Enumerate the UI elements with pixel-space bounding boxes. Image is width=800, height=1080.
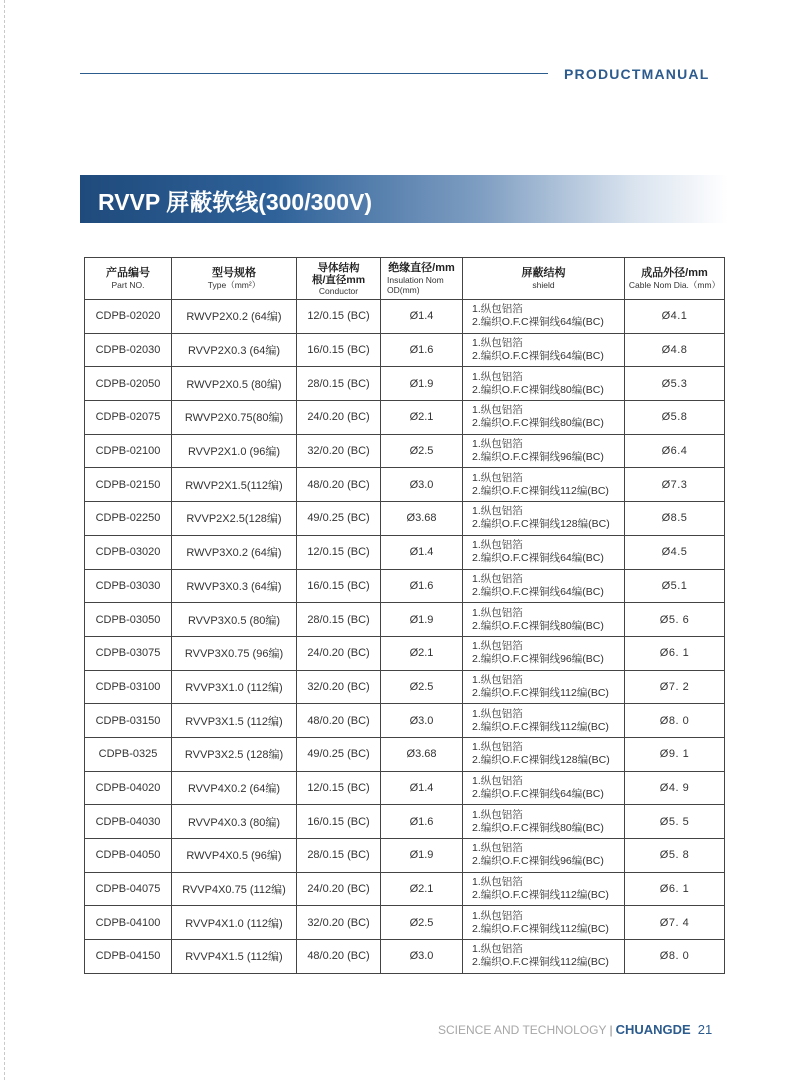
- shield-structure: [463, 468, 625, 502]
- cable-diameter: Ø8. 0: [625, 940, 725, 974]
- part-number: CDPB-04075: [85, 872, 172, 906]
- shield-line-1: 1.纵包铝箔: [472, 303, 523, 316]
- insulation-diameter: Ø3.68: [381, 737, 463, 771]
- part-number: CDPB-0325: [85, 737, 172, 771]
- shield-line-2: 2.编织O.F.C裸铜线112编(BC): [472, 720, 609, 733]
- insulation-diameter: Ø1.6: [381, 333, 463, 367]
- shield-line-2: 2.编织O.F.C裸铜线64编(BC): [472, 552, 604, 565]
- table-row: [85, 872, 725, 906]
- shield-line-1: 1.纵包铝箔: [472, 808, 523, 821]
- shield-structure: [463, 333, 625, 367]
- shield-structure: [463, 737, 625, 771]
- part-number: CDPB-02030: [85, 333, 172, 367]
- shield-structure: [463, 569, 625, 603]
- cable-diameter: Ø4.8: [625, 333, 725, 367]
- table-row: [85, 401, 725, 435]
- title-banner: [80, 175, 728, 223]
- part-number: CDPB-02075: [85, 401, 172, 435]
- shield-line-1: 1.纵包铝箔: [472, 505, 523, 518]
- table-row: [85, 737, 725, 771]
- part-number: CDPB-04150: [85, 940, 172, 974]
- part-number: CDPB-04030: [85, 805, 172, 839]
- page-number: 21: [697, 1022, 713, 1037]
- shield-line-2: 2.编织O.F.C裸铜线64编(BC): [472, 316, 604, 329]
- conductor-structure: 48/0.20 (BC): [297, 468, 381, 502]
- conductor-structure: 32/0.20 (BC): [297, 434, 381, 468]
- table-row: [85, 636, 725, 670]
- header-shield: 屏蔽结构 shield: [463, 258, 625, 300]
- part-number: CDPB-03100: [85, 670, 172, 704]
- table-body: [85, 300, 725, 974]
- shield-line-2: 2.编织O.F.C裸铜线80编(BC): [472, 821, 604, 834]
- shield-structure: [463, 839, 625, 873]
- shield-line-1: 1.纵包铝箔: [472, 673, 523, 686]
- part-number: CDPB-04050: [85, 839, 172, 873]
- shield-line-2: 2.编织O.F.C裸铜线112编(BC): [472, 484, 609, 497]
- table-row: [85, 300, 725, 334]
- table-row: [85, 771, 725, 805]
- part-number: CDPB-02100: [85, 434, 172, 468]
- shield-structure: [463, 704, 625, 738]
- header-type: 型号规格 Type（mm²）: [172, 258, 297, 300]
- shield-line-1: 1.纵包铝箔: [472, 909, 523, 922]
- footer-brand: CHUANGDE: [615, 1022, 691, 1037]
- cable-diameter: Ø5.1: [625, 569, 725, 603]
- shield-line-2: 2.编织O.F.C裸铜线112编(BC): [472, 686, 609, 699]
- conductor-structure: 16/0.15 (BC): [297, 805, 381, 839]
- type-spec: RVVP4X0.3 (80编): [172, 805, 297, 839]
- table-row: [85, 333, 725, 367]
- shield-line-1: 1.纵包铝箔: [472, 572, 523, 585]
- insulation-diameter: Ø2.1: [381, 872, 463, 906]
- shield-line-2: 2.编织O.F.C裸铜线112编(BC): [472, 956, 609, 969]
- part-number: CDPB-02150: [85, 468, 172, 502]
- insulation-diameter: Ø1.4: [381, 300, 463, 334]
- type-spec: RVVP2X0.3 (64编): [172, 333, 297, 367]
- cable-diameter: Ø8. 0: [625, 704, 725, 738]
- shield-line-2: 2.编织O.F.C裸铜线112编(BC): [472, 889, 609, 902]
- insulation-diameter: Ø3.0: [381, 704, 463, 738]
- conductor-structure: 28/0.15 (BC): [297, 367, 381, 401]
- insulation-diameter: Ø1.9: [381, 603, 463, 637]
- table-row: [85, 434, 725, 468]
- shield-line-1: 1.纵包铝箔: [472, 876, 523, 889]
- shield-line-1: 1.纵包铝箔: [472, 370, 523, 383]
- cable-diameter: Ø8.5: [625, 502, 725, 536]
- cable-diameter: Ø7. 2: [625, 670, 725, 704]
- type-spec: RVVP4X0.75 (112编): [172, 872, 297, 906]
- insulation-diameter: Ø1.4: [381, 535, 463, 569]
- insulation-diameter: Ø1.6: [381, 805, 463, 839]
- shield-line-1: 1.纵包铝箔: [472, 741, 523, 754]
- type-spec: RWVP3X0.2 (64编): [172, 535, 297, 569]
- header-insulation: 绝缘直径/mm Insulation Nom OD(mm): [381, 258, 463, 300]
- cable-diameter: Ø6.4: [625, 434, 725, 468]
- cable-diameter: Ø5.3: [625, 367, 725, 401]
- conductor-structure: 16/0.15 (BC): [297, 569, 381, 603]
- conductor-structure: 24/0.20 (BC): [297, 401, 381, 435]
- footer-separator: |: [609, 1023, 613, 1037]
- type-spec: RVVP4X1.0 (112编): [172, 906, 297, 940]
- type-spec: RWVP4X0.5 (96编): [172, 839, 297, 873]
- table-header-row: [85, 258, 725, 300]
- shield-line-2: 2.编织O.F.C裸铜线128编(BC): [472, 518, 610, 531]
- shield-structure: [463, 872, 625, 906]
- shield-line-2: 2.编织O.F.C裸铜线96编(BC): [472, 653, 604, 666]
- table-row: [85, 367, 725, 401]
- conductor-structure: 28/0.15 (BC): [297, 839, 381, 873]
- table-row: [85, 535, 725, 569]
- conductor-structure: 48/0.20 (BC): [297, 940, 381, 974]
- part-number: CDPB-02020: [85, 300, 172, 334]
- shield-line-2: 2.编织O.F.C裸铜线80编(BC): [472, 383, 604, 396]
- insulation-diameter: Ø2.5: [381, 906, 463, 940]
- cable-diameter: Ø6. 1: [625, 636, 725, 670]
- table-row: [85, 704, 725, 738]
- header-rule: [80, 73, 548, 74]
- shield-line-1: 1.纵包铝箔: [472, 404, 523, 417]
- shield-line-1: 1.纵包铝箔: [472, 774, 523, 787]
- shield-structure: [463, 502, 625, 536]
- shield-structure: [463, 535, 625, 569]
- shield-structure: [463, 636, 625, 670]
- table-row: [85, 468, 725, 502]
- footer-tagline: SCIENCE AND TECHNOLOGY: [438, 1023, 607, 1037]
- type-spec: RVVP3X0.5 (80编): [172, 603, 297, 637]
- conductor-structure: 32/0.20 (BC): [297, 670, 381, 704]
- header-part: 产品编号 Part NO.: [85, 258, 172, 300]
- type-spec: RVVP3X1.0 (112编): [172, 670, 297, 704]
- conductor-structure: 48/0.20 (BC): [297, 704, 381, 738]
- part-number: CDPB-03030: [85, 569, 172, 603]
- shield-line-2: 2.编织O.F.C裸铜线80编(BC): [472, 417, 604, 430]
- conductor-structure: 49/0.25 (BC): [297, 737, 381, 771]
- shield-line-2: 2.编织O.F.C裸铜线64编(BC): [472, 585, 604, 598]
- shield-structure: [463, 906, 625, 940]
- shield-structure: [463, 434, 625, 468]
- shield-structure: [463, 367, 625, 401]
- conductor-structure: 28/0.15 (BC): [297, 603, 381, 637]
- insulation-diameter: Ø3.0: [381, 468, 463, 502]
- shield-line-1: 1.纵包铝箔: [472, 337, 523, 350]
- table-row: [85, 940, 725, 974]
- insulation-diameter: Ø1.9: [381, 367, 463, 401]
- shield-line-1: 1.纵包铝箔: [472, 539, 523, 552]
- table-row: [85, 670, 725, 704]
- shield-line-2: 2.编织O.F.C裸铜线80编(BC): [472, 619, 604, 632]
- shield-structure: [463, 670, 625, 704]
- part-number: CDPB-03075: [85, 636, 172, 670]
- insulation-diameter: Ø3.0: [381, 940, 463, 974]
- part-number: CDPB-03150: [85, 704, 172, 738]
- insulation-diameter: Ø2.5: [381, 434, 463, 468]
- shield-line-1: 1.纵包铝箔: [472, 438, 523, 451]
- type-spec: RVVP4X0.2 (64编): [172, 771, 297, 805]
- header-diameter: 成品外径/mm Cable Nom Dia.（mm）: [625, 258, 725, 300]
- part-number: CDPB-04100: [85, 906, 172, 940]
- conductor-structure: 32/0.20 (BC): [297, 906, 381, 940]
- type-spec: RVVP2X2.5(128编): [172, 502, 297, 536]
- page-title: RVVP 屏蔽软线(300/300V): [98, 189, 372, 215]
- conductor-structure: 16/0.15 (BC): [297, 333, 381, 367]
- insulation-diameter: Ø1.4: [381, 771, 463, 805]
- type-spec: RWVP2X0.2 (64编): [172, 300, 297, 334]
- conductor-structure: 12/0.15 (BC): [297, 771, 381, 805]
- part-number: CDPB-04020: [85, 771, 172, 805]
- header-conductor: 导体结构 根/直径mm Conductor: [297, 258, 381, 300]
- shield-line-2: 2.编织O.F.C裸铜线64编(BC): [472, 787, 604, 800]
- shield-structure: [463, 603, 625, 637]
- type-spec: RWVP2X0.75(80编): [172, 401, 297, 435]
- type-spec: RVVP4X1.5 (112编): [172, 940, 297, 974]
- table-row: [85, 569, 725, 603]
- shield-structure: [463, 771, 625, 805]
- cable-diameter: Ø6. 1: [625, 872, 725, 906]
- cable-diameter: Ø7.3: [625, 468, 725, 502]
- cable-diameter: Ø4.1: [625, 300, 725, 334]
- shield-line-2: 2.编织O.F.C裸铜线96编(BC): [472, 855, 604, 868]
- shield-line-2: 2.编织O.F.C裸铜线64编(BC): [472, 350, 604, 363]
- shield-line-2: 2.编织O.F.C裸铜线96编(BC): [472, 451, 604, 464]
- table-row: [85, 839, 725, 873]
- insulation-diameter: Ø1.6: [381, 569, 463, 603]
- page-edge-guide: [4, 0, 5, 1080]
- shield-structure: [463, 401, 625, 435]
- insulation-diameter: Ø2.1: [381, 636, 463, 670]
- shield-line-1: 1.纵包铝箔: [472, 606, 523, 619]
- part-number: CDPB-03020: [85, 535, 172, 569]
- shield-line-2: 2.编织O.F.C裸铜线128编(BC): [472, 754, 610, 767]
- cable-diameter: Ø9. 1: [625, 737, 725, 771]
- conductor-structure: 24/0.20 (BC): [297, 872, 381, 906]
- insulation-diameter: Ø3.68: [381, 502, 463, 536]
- conductor-structure: 12/0.15 (BC): [297, 535, 381, 569]
- page-footer: [438, 1022, 712, 1037]
- shield-structure: [463, 940, 625, 974]
- spec-table: [84, 257, 725, 974]
- type-spec: RVVP3X2.5 (128编): [172, 737, 297, 771]
- shield-line-1: 1.纵包铝箔: [472, 943, 523, 956]
- type-spec: RWVP3X0.3 (64编): [172, 569, 297, 603]
- cable-diameter: Ø5.8: [625, 401, 725, 435]
- shield-line-1: 1.纵包铝箔: [472, 471, 523, 484]
- type-spec: RVVP2X1.0 (96编): [172, 434, 297, 468]
- table-row: [85, 603, 725, 637]
- part-number: CDPB-03050: [85, 603, 172, 637]
- insulation-diameter: Ø2.5: [381, 670, 463, 704]
- conductor-structure: 49/0.25 (BC): [297, 502, 381, 536]
- cable-diameter: Ø4.5: [625, 535, 725, 569]
- insulation-diameter: Ø1.9: [381, 839, 463, 873]
- cable-diameter: Ø5. 6: [625, 603, 725, 637]
- table-row: [85, 906, 725, 940]
- product-manual-label: PRODUCTMANUAL: [564, 66, 710, 82]
- cable-diameter: Ø5. 8: [625, 839, 725, 873]
- part-number: CDPB-02250: [85, 502, 172, 536]
- insulation-diameter: Ø2.1: [381, 401, 463, 435]
- table-row: [85, 805, 725, 839]
- conductor-structure: 24/0.20 (BC): [297, 636, 381, 670]
- table-row: [85, 502, 725, 536]
- shield-line-2: 2.编织O.F.C裸铜线112编(BC): [472, 922, 609, 935]
- conductor-structure: 12/0.15 (BC): [297, 300, 381, 334]
- shield-structure: [463, 805, 625, 839]
- cable-diameter: Ø5. 5: [625, 805, 725, 839]
- cable-diameter: Ø7. 4: [625, 906, 725, 940]
- cable-diameter: Ø4. 9: [625, 771, 725, 805]
- shield-line-1: 1.纵包铝箔: [472, 707, 523, 720]
- type-spec: RVVP3X1.5 (112编): [172, 704, 297, 738]
- part-number: CDPB-02050: [85, 367, 172, 401]
- type-spec: RVVP3X0.75 (96编): [172, 636, 297, 670]
- type-spec: RWVP2X1.5(112编): [172, 468, 297, 502]
- shield-structure: [463, 300, 625, 334]
- shield-line-1: 1.纵包铝箔: [472, 640, 523, 653]
- type-spec: RWVP2X0.5 (80编): [172, 367, 297, 401]
- shield-line-1: 1.纵包铝箔: [472, 842, 523, 855]
